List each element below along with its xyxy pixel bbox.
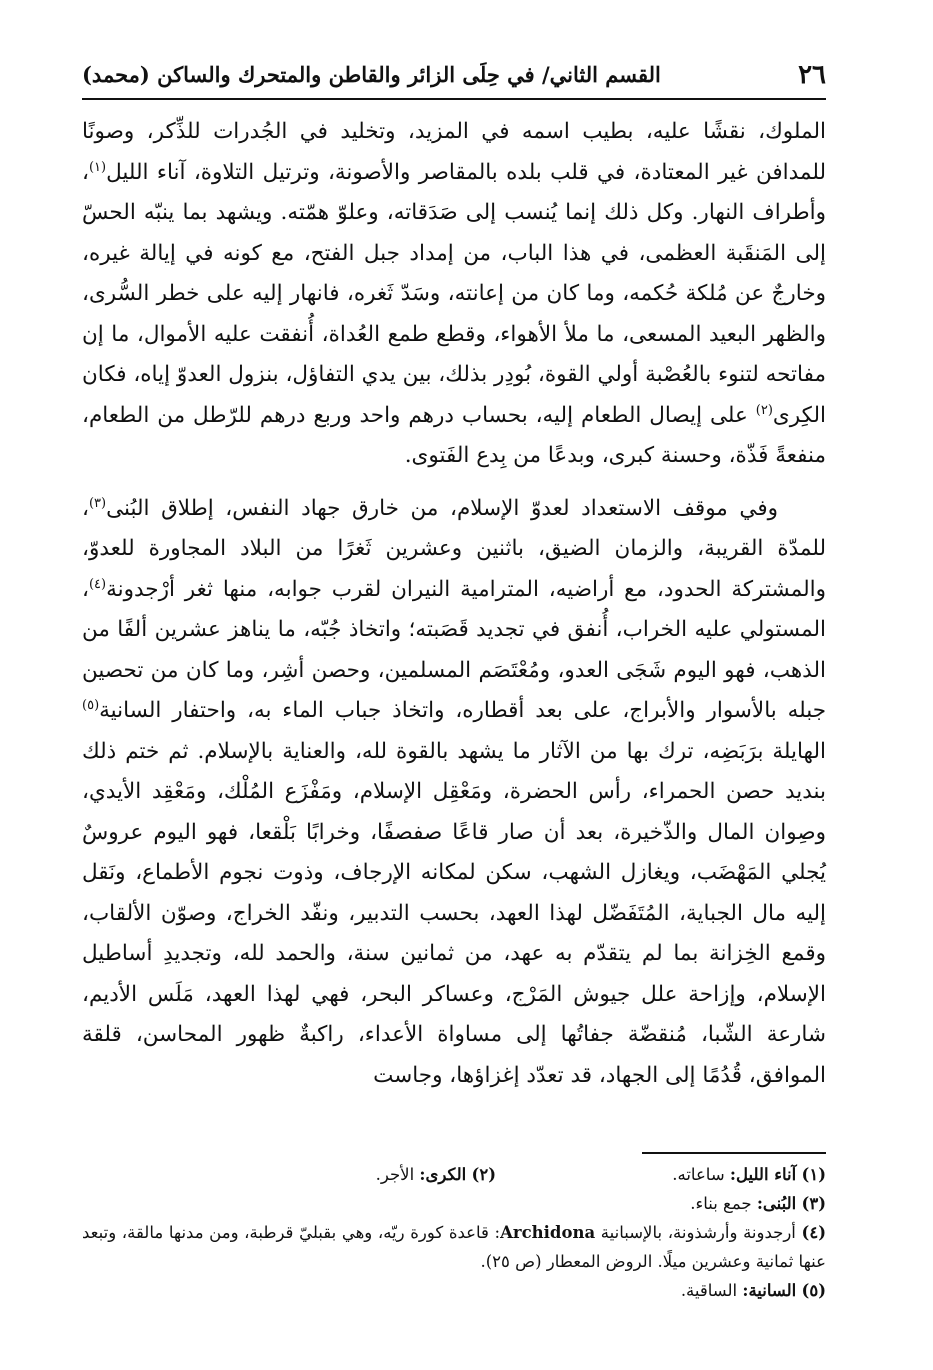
footnote-term: آناء الليل: — [729, 1165, 797, 1184]
footnote-number: (٤) — [801, 1223, 827, 1242]
page-header — [82, 58, 826, 100]
footnote-ref-4: (٤) — [88, 576, 107, 592]
page-number: ٢٦ — [798, 60, 826, 90]
footnote-text: جمع بناء. — [690, 1194, 757, 1213]
footnote-number: (٢) — [471, 1165, 496, 1184]
footnote-number: (٥) — [801, 1281, 826, 1300]
footnote-ref-3: (٣) — [88, 495, 107, 511]
footnote-1 — [496, 1160, 826, 1189]
text-run: ، المستولي عليه الخراب، أُنفق في تجديد قَصَبته؛ واتخاذ جُبّه، ما يناهز عشرين ألفًا من الذهب، فهو اليوم شَجَى العدو، ومُعْتَصَم المسلمين، وحصن أشِر، وما كان من تحصين جبله بالأسوار والأبراج، على بعد أقطاره، واتخاذ جباب الماء به، واحتفار السانية — [82, 576, 826, 723]
main-text — [82, 112, 826, 1096]
footnote-term: السانية: — [742, 1281, 797, 1300]
footnote-divider — [642, 1152, 826, 1154]
running-title: القسم الثاني/ في حِلَى الزائر والقاطن والمتحرك والساكن (محمد) — [82, 62, 661, 87]
footnote-4 — [82, 1218, 826, 1276]
footnote-2 — [166, 1160, 496, 1189]
text-run: ، وأطراف النهار. وكل ذلك إنما يُنسب إلى صَدَقاته، وعلوّ همّته. ويشهد بما ينبّه الحسّ إلى المَنقَبة العظمى، في هذا الباب، من إمداد جبل الفتح، مع كونه في إيالة غيره، وخارجٌ عن مُلكة حُكمه، وما كان من إعانته، وسَدّ ثَغره، فانهار إليه على خطر السُّرى، والظهر البعيد المسعى، ما ملأ الأهواء، وقطع طمع العُداة، أُنفقت عليه الأموال، ما إن مفاتحه لتنوء بالعُصْبة أولي القوة، بُودِر بذلك، بين يدي التفاؤل، بنزول العدوّ إياه، فكان الكِرى — [82, 159, 826, 428]
footnote-term: البُنى: — [756, 1194, 797, 1213]
footnote-3 — [82, 1189, 826, 1218]
footnote-term: الكرى: — [419, 1165, 467, 1184]
footnote-text: الساقية. — [680, 1281, 743, 1300]
footnote-number: (١) — [801, 1165, 826, 1184]
footnote-term: أرجدونة وأرشذونة، بالإسبانية — [600, 1223, 796, 1242]
footnote-text: ساعاته. — [672, 1165, 730, 1184]
footnote-5 — [82, 1276, 826, 1305]
text-run: ، للمدّة القريبة، والزمان الضيق، باثنين وعشرين ثَغرًا من البلاد المجاورة للعدوّ، والمشتركة الحدود، مع أراضيه، المترامية النيران لقرب جوابه، منها ثغر أرْجدونة — [82, 495, 826, 602]
text-run: الملوك، نقشًا عليه، بطيب اسمه في المزيد، وتخليد في الجُدرات للذِّكر، وصونًا للمدافن غير المعتادة، في قلب بلده بالمقاصر والأصونة، وترتيل التلاوة، آناء الليل — [82, 119, 826, 185]
footnote-latin-term: Archidona — [500, 1223, 596, 1242]
footnote-number: (٣) — [801, 1194, 826, 1213]
text-run: على إيصال الطعام إليه، بحساب درهم واحد وربع درهم للرّطل من الطعام، منفعةً فَذّة، وحسنة كبرى، وبدعًا من بِدع الفَتوى. — [82, 402, 826, 468]
footnote-ref-5: (٥) — [82, 697, 100, 713]
footnotes — [82, 1160, 826, 1305]
footnote-text: الأجر. — [375, 1165, 420, 1184]
paragraph-1 — [82, 112, 826, 477]
footnote-ref-1: (١) — [88, 159, 107, 175]
footnote-text: : قاعدة كورة ريّه، وهي بقبليّ قرطبة، ومن مدنها مالقة، وتبعد عنها ثمانية وعشرين ميلًا. الروض المعطار (ص ٢٥). — [82, 1223, 826, 1271]
paragraph-2 — [82, 489, 826, 1097]
text-run: الهايلة برَبَضِه، ترك بها من الآثار ما يشهد بالقوة لله، والعناية بالإسلام. ثم ختم ذلك بنديد حصن الحمراء، رأس الحضرة، ومَعْقِل الإسلام، ومَفْزَع المُلْك، ومَعْقِد الأيدي، وصِوان المال والذّخيرة، بعد أن صار قاعًا صفصفًا، وخرابًا بَلْقعا، فهو اليوم عروسٌ يُجلي المَهْضَب، ويغازل الشهب، سكن لمكانه الإرجاف، وذوت نجوم الأطماع، ونَقل إليه مال الجباية، المُتَفَضّل لهذا العهد، بحسب التدبير، ونفّد الخراج، وصوّن الألقاب، وقمع الخِزانة بما لم يتقدّم به عهد، من ثمانين سنة، والحمد لله، وتجديدِ أساطيل الإسلام، وإزاحة علل جيوش المَرْج، وعساكر البحر، فهي لهذا العهد، مَلَس الأديم، شارعة الشّبا، مُنقضّة جفاتُها إلى مساواة الأعداء، راكبةٌ ظهور المحاسن، قلقة الموافق، قُدُمًا إلى الجهاد، قد تعدّد إغزاؤها، وجاست — [82, 738, 826, 1088]
text-run: وفي موقف الاستعداد لعدوّ الإسلام، من خارق جهاد النفس، إطلاق البُنى — [106, 495, 778, 521]
footnote-row — [82, 1160, 826, 1189]
footnote-ref-2: (٢) — [755, 402, 773, 418]
